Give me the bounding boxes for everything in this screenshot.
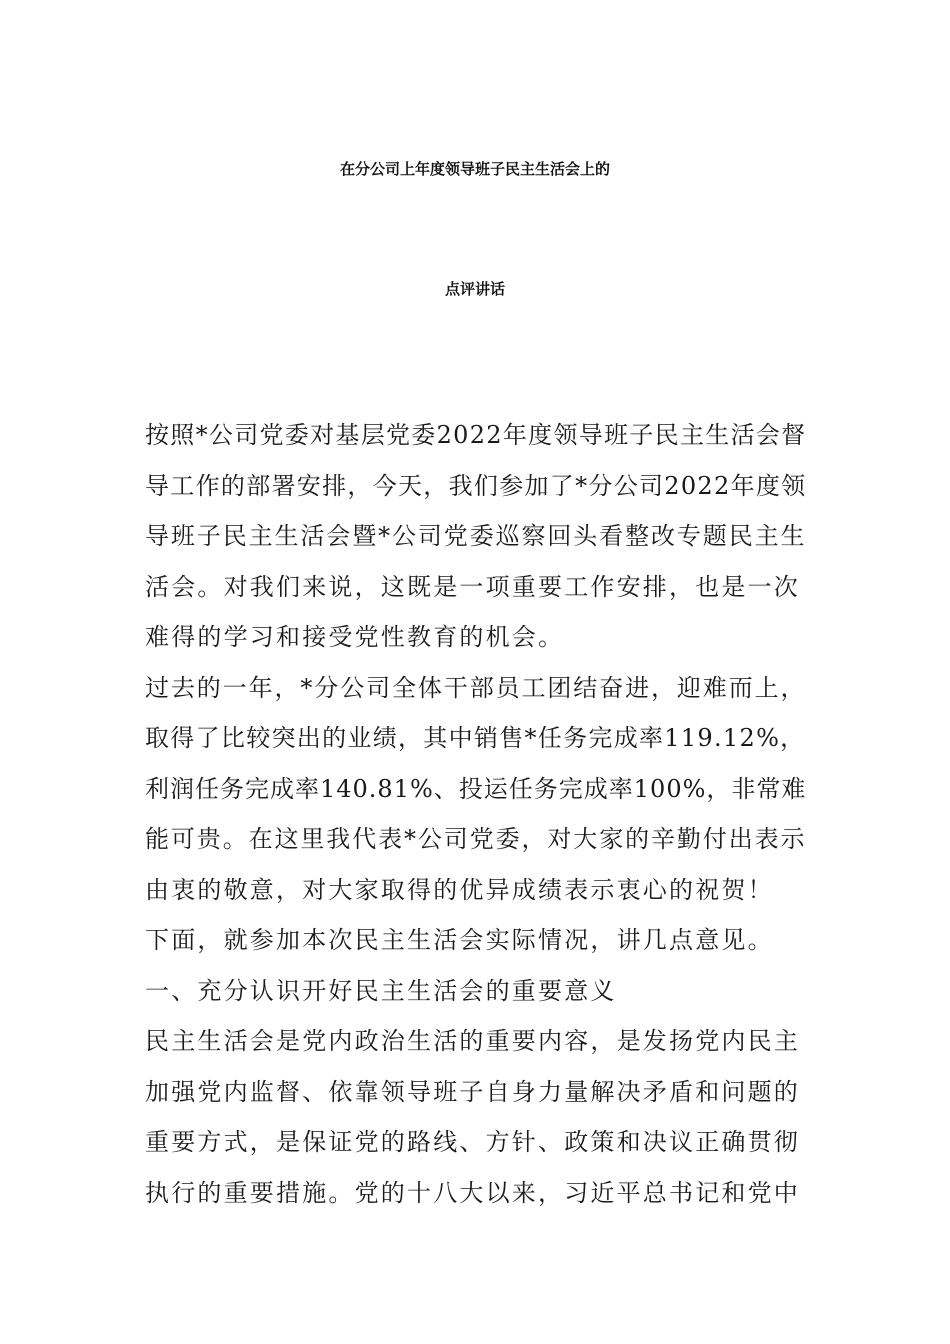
body-line: 民主生活会是党内政治生活的重要内容，是发扬党内民主	[145, 1027, 800, 1055]
body-line: 导工作的部署安排，今天，我们参加了*分公司2022年度领	[145, 471, 807, 500]
body-line: 活会。对我们来说，这既是一项重要工作安排，也是一次	[145, 572, 800, 601]
body-line: 执行的重要措施。党的十八大以来，习近平总书记和党中	[145, 1178, 800, 1207]
document-body	[145, 410, 810, 1218]
body-line: 取得了比较突出的业绩，其中销售*任务完成率119.12%，	[145, 724, 806, 752]
body-line: 能可贵。在这里我代表*公司党委，对大家的辛勤付出表示	[145, 825, 807, 853]
document-title-line-1: 在分公司上年度领导班子民主生活会上的	[339, 160, 610, 178]
body-line: 加强党内监督、依靠领导班子自身力量解决矛盾和问题的	[145, 1077, 800, 1106]
body-line: 重要方式，是保证党的路线、方针、政策和决议正确贯彻	[145, 1128, 800, 1156]
body-line: 难得的学习和接受党性教育的机会。	[145, 623, 565, 651]
body-line: 导班子民主生活会暨*公司党委巡察回头看整改专题民主生	[145, 522, 807, 550]
document-title-line-2: 点评讲话	[444, 280, 505, 298]
body-line: 由衷的敬意，对大家取得的优异成绩表示衷心的祝贺！	[145, 875, 774, 904]
body-line: 过去的一年，*分公司全体干部员工团结奋进，迎难而上，	[145, 673, 807, 702]
section-heading: 一、充分认识开好民主生活会的重要意义	[145, 976, 617, 1005]
body-line: 下面，就参加本次民主生活会实际情况，讲几点意见。	[145, 926, 774, 954]
body-line: 按照*公司党委对基层党委2022年度领导班子民主生活会督	[145, 421, 807, 449]
body-line: 利润任务完成率140.81%、投运任务完成率100%，非常难	[145, 774, 807, 803]
